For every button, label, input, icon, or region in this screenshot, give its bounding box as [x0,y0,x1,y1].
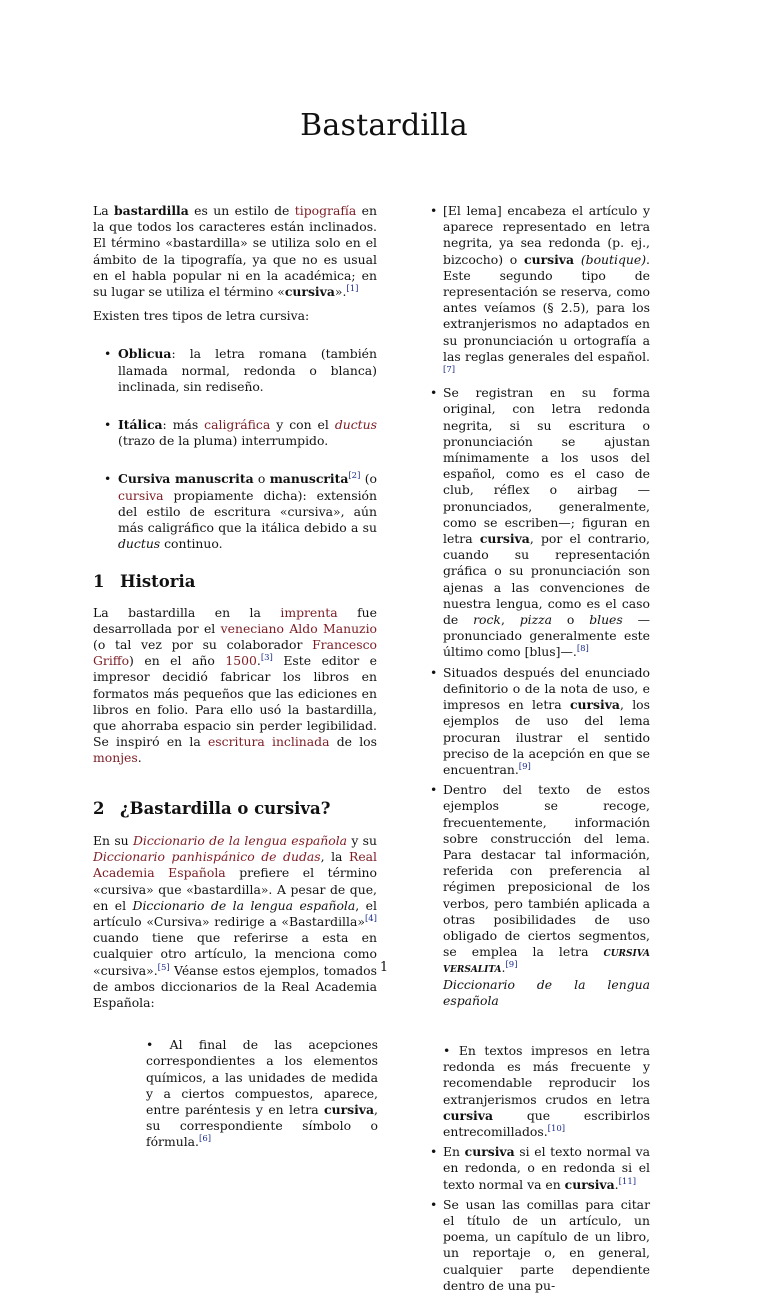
section-heading-historia: 1 Historia [93,572,196,592]
section-heading-bastardilla-o-cursiva: 2 ¿Bastardilla o cursiva? [93,798,331,818]
cursive-types-list [93,346,377,552]
link-diccionario-dudas[interactable]: Diccionario panhispánico de dudas [93,849,321,865]
list-item: • Dentro del texto de estos ejemplos se recoge, frecuentemente, información sobre construcción del lema. Para destacar tal información, referida con preferencia al régimen preposicional de los verbos, pero también aplicada a otras posibilidades de uso obligado de ciertos segmentos, se emplea la letra cursiva versalita.[9] Diccionario de la lengua española [430,782,650,1009]
list-item-italica: • Itálica: más caligráfica y con el ductus (trazo de la pluma) interrumpido. [93,417,377,449]
link-tipografia[interactable]: tipografía [294,203,357,218]
link-imprenta[interactable]: imprenta [280,604,338,620]
term-bastardilla: bastardilla [114,203,189,218]
link-rae[interactable]: Real Academia Española [93,849,377,881]
page-title: Bastardilla [300,108,468,143]
citation-5[interactable]: [5] [157,962,170,973]
citation-8[interactable]: [8] [576,644,589,655]
list-item: • Situados después del enunciado definitorio o de la nota de uso, e impresos en letra cursiva, los ejemplos de uso del lema procuran ilustrar el sentido preciso de la acepción en que se encuentran.[9] [430,665,650,778]
list-item: • En textos impresos en letra redonda es más frecuente y recomendable reproducir los extranjerismos crudos en letra cursiva que escribirlos entrecomillados.[10] [443,1042,650,1139]
link-cursiva[interactable]: cursiva [118,487,164,503]
page-number: 1 [379,960,389,975]
citation-1[interactable]: [1] [346,283,359,294]
link-aldo-manuzio[interactable]: Aldo Manuzio [289,620,377,636]
left-column [93,203,377,1151]
citation-2[interactable]: [2] [348,471,361,482]
list-item: • Se usan las comillas para citar el título de un artículo, un poema, un capítulo de un libro, un reportaje o, en general, cualquier parte dependiente dentro de una pu- [430,1197,650,1294]
examples-list [430,203,650,1294]
citation-9b[interactable]: [9] [505,960,518,971]
right-column [430,203,650,1298]
link-1500[interactable]: 1500 [225,653,257,669]
citation-4[interactable]: [4] [364,913,377,924]
citation-9[interactable]: [9] [518,761,531,772]
link-caligrafica[interactable]: caligráfica [204,417,271,433]
link-diccionario-lengua[interactable]: Diccionario de la lengua española [132,832,348,848]
list-item-oblicua: • Oblicua: la letra romana (también llamada normal, redonda o blanca) inclinada, sin rediseño. [93,346,377,395]
list-item-cursiva-manuscrita: • Cursiva manuscrita o manuscrita[2] (o cursiva propiamente dicha): extensión del estilo de escritura «cursiva», aún más caligráfico que la itálica debido a su ductus continuo. [93,471,377,552]
link-veneciano[interactable]: veneciano [220,620,284,636]
link-monjes[interactable]: monjes [93,750,138,766]
citation-6[interactable]: [6] [199,1134,212,1145]
historia-paragraph: La bastardilla en la imprenta fue desarrollada por el veneciano Aldo Manuzio (o tal vez por su colaborador Francesco Griffo) en el año 1500.[3] Este editor e impresor decidió fabricar los libros en formatos más pequeños que las ediciones en libros en folio. Para ello usó la bastardilla, que ahorraba espacio sin perder legibilidad. Se inspiró en la escritura inclinada de los monjes. [93,604,377,766]
section2-paragraph: En su Diccionario de la lengua española y su Diccionario panhispánico de dudas, la Real Academia Española prefiere el término «cursiva» que «bastardilla». A pesar de que, en el Diccionario de la lengua española, el artículo «Cursiva» redirige a «Bastardilla»[4] cuando tiene que referirse a esta en cualquier otro artículo, la menciona como «cursiva».[5] Véanse estos ejemplos, tomados de ambos diccionarios de la Real Academia Española: [93,832,377,1010]
citation-3[interactable]: [3] [260,653,273,664]
link-francesco-griffo[interactable]: Francesco Griffo [93,637,377,669]
link-ductus[interactable]: ductus [334,417,377,433]
list-item: • Se registran en su forma original, con letra redonda negrita, si su escritura o pronunciación se ajustan mínimamente a los usos del español, como es el caso de club, réflex o airbag —pronunciados, generalmente, como se escriben—; figuran en letra cursiva, por el contrario, cuando su representación gráfica o su pronunciación son ajenas a las convenciones de nuestra lengua, como es el caso de rock, pizza o blues —pronunciado generalmente este último como [blus]—.[8] [430,385,650,660]
citation-10[interactable]: [10] [547,1123,566,1134]
list-item: • En cursiva si el texto normal va en redonda, o en redonda si el texto normal va en cursiva.[11] [430,1144,650,1193]
list-item: • [El lema] encabeza el artículo y aparece representado en letra negrita, ya sea redonda (p. ej., bizcocho) o cursiva (boutique). Este segundo tipo de representación se reserva, como antes veíamos (§ 2.5), para los extranjerismos no adaptados en su pronunciación u ortografía a las reglas generales del español.[7] [430,203,650,381]
quote-block: • Al final de las acepciones correspondientes a los elementos químicos, a las unidades de medida y a ciertos compuestos, aparece, entre paréntesis y en letra cursiva, su correspondiente símbolo o fórmula.[6] [146,1037,378,1150]
intro-paragraph: La bastardilla es un estilo de tipografía en la que todos los caracteres están inclinados. El término «bastardilla» se utiliza solo en el ámbito de la tipografía, ya que no es usual en el habla popular ni en la académica; en su lugar se utiliza el término «cursiva».[1] [93,203,377,300]
citation-11[interactable]: [11] [618,1176,637,1187]
citation-7[interactable]: [7] [443,364,456,375]
intro-paragraph-2: Existen tres tipos de letra cursiva: [93,308,310,324]
link-escritura-inclinada[interactable]: escritura inclinada [207,734,330,750]
source-attribution: Diccionario de la lengua española [443,976,650,1008]
